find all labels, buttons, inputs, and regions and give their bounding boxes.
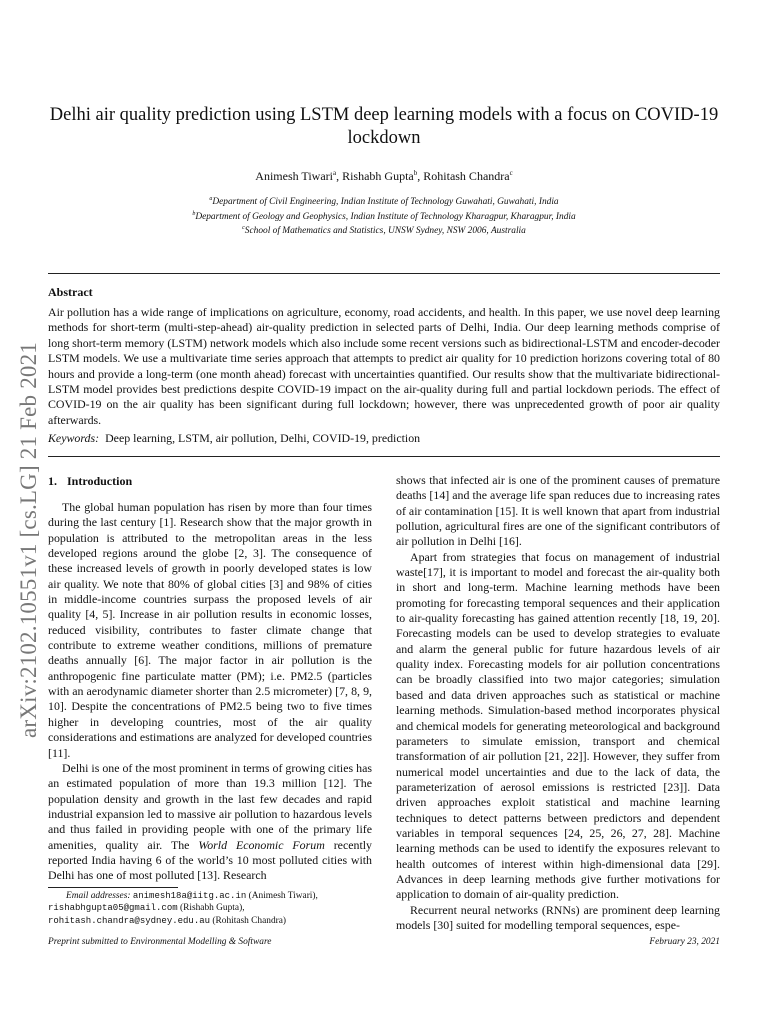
section-title: Introduction: [67, 474, 133, 488]
section-number: 1.: [48, 474, 57, 488]
footer-preprint-note: Preprint submitted to Environmental Modelling & Software: [48, 937, 272, 947]
affiliation: $^b$Department of Geology and Geophysics, Indian Institute of Technology Kharagpur, Kharagpur, India: [192, 210, 576, 222]
abstract-text: Air pollution has a wide range of implications on agriculture, economy, road accidents, and health. In this paper, we use novel deep learning methods for short-term (multi-step-ahead) air-quality prediction in selected parts of Delhi, India. Our deep learning methods comprise of long short-term memory (LSTM) network models which also include some recent versions such as bidirectional-LSTM and encoder-decoder LSTM models. We use a multivariate time series approach that attempts to predict air quality for 10 prediction horizons covering total of 80 hours and provide a long-term (one month ahead) forecast with uncertainties quantified. Our results show that the multivariate bidirectional-LSTM model provides best predictions despite COVID-19 impact on the air-quality during full and partial lockdown periods. The effect of COVID-19 on the air quality has been significant during full lockdown; however, there was unprecedented growth of poor air quality afterwards.: [48, 305, 720, 427]
affiliation: $^a$Department of Civil Engineering, Indian Institute of Technology Guwahati, Guwahati, India: [209, 196, 559, 208]
email-link[interactable]: rohitash.chandra@sydney.edu.au: [48, 915, 211, 926]
affiliation-list: [48, 194, 720, 238]
body-paragraph: shows that infected air is one of the prominent causes of premature deaths [14] and the average life span reduces due to increasing rates of air contamination [15]. It is well known that apart from industrial pollution, agricultural fires are one of the significant contributors of air pollution in Delhi [16].: [396, 473, 720, 549]
abstract-bottom-rule: [48, 456, 720, 457]
abstract-top-rule: [48, 273, 720, 274]
footnote-emails: Email addresses: animesh18a@iitg.ac.in (Animesh Tiwari), rishabhgupta05@gmail.com (Rishabh Gupta), rohitash.chandra@sydney.edu.au (Rohitash Chandra): [48, 891, 318, 926]
footnote-label: Email addresses:: [66, 891, 131, 901]
right-column: [396, 473, 720, 933]
author-name: Rohitash Chandra: [423, 169, 510, 183]
body-paragraph: Apart from strategies that focus on management of industrial waste[17], it is important to model and forecast the air-quality both in short and long-term. Machine learning methods have been promoting for forecasting temporal sequences and their application to air-quality forecasting has gained attention recently [18, 19, 20]. Forecasting models can be used to develop strategies to evaluate and alarm the general public for future hazardous levels of air quality index. Forecasting models for air pollution concentrations can be broadly classified into two major categories; simulation based and data driven approaches such as statistical or machine learning methods. Simulation-based method incorporates physical and chemical models for generating meteorological and background parameters to simulate emission, transport and chemical transformation of air pollution [21, 22]]. However, they suffer from numerical model uncertainties and due to the lack of data, the parameterization of aerosol emissions is restricted [23]]. Data driven approaches exploit statistical and machine learning techniques to detect patterns between predictors and dependent variables in temporal sequences [24, 25, 26, 27, 28]. Machine learning methods can be used to identify the exposures relevant to health outcomes of interest within high-dimensional data [29]. Advances in deep learning methods give further motivations for application to domain of air-quality prediction.: [396, 549, 720, 902]
keywords-label: Keywords:: [48, 431, 100, 445]
abstract-heading: Abstract: [48, 285, 93, 299]
author-name: Rishabh Gupta: [342, 169, 414, 183]
author-mark: a: [332, 169, 337, 177]
author-mark: c: [509, 169, 513, 177]
email-link[interactable]: animesh18a@iitg.ac.in: [132, 891, 247, 901]
left-column: [48, 500, 372, 884]
paper-title: Delhi air quality prediction using LSTM deep learning models with a focus on COVID-19 lockdown: [49, 105, 719, 148]
footer-date: February 23, 2021: [649, 937, 720, 947]
body-paragraph: Delhi is one of the most prominent in terms of growing cities has an estimated population of more than 19.3 million [12]. The population density and growth in the last few decades and rapid industrial expansion led to massive air pollution to hazardous levels and thus failed in providing people with one of the primary life amenities, quality air. The World Economic Forum recently reported India having 6 of the world’s 10 most polluted cities with Delhi has one of most polluted [13]. Research: [48, 760, 372, 883]
arxiv-id: arXiv:2102.10551v1 [cs.LG] 21 Feb 2021: [16, 342, 41, 738]
email-link[interactable]: rishabhgupta05@gmail.com: [48, 903, 178, 914]
body-paragraph: Recurrent neural networks (RNNs) are prominent deep learning models [30] suited for modelling temporal sequences, espe-: [396, 902, 720, 932]
arxiv-sidebar-stamp: [14, 310, 44, 770]
footnote-rule: [48, 887, 178, 888]
keywords-line: [48, 431, 720, 446]
affiliation: $^c$School of Mathematics and Statistics, UNSW Sydney, NSW 2006, Australia: [242, 225, 526, 237]
section-heading: [48, 474, 132, 489]
author-list: Animesh Tiwari$^a$, Rishabh Gupta$^b$, Rohitash Chandra$^c$: [255, 169, 513, 183]
keywords-text: Deep learning, LSTM, air pollution, Delhi, COVID-19, prediction: [105, 431, 421, 445]
body-paragraph: The global human population has risen by more than four times during the last century [1]. Research show that the major growth in population is attributed to the metropolitan areas in the less developed regions around the globe [2, 3]. The consequence of these increased levels of growth in poorly developed states is low air quality. We note that 80% of global cities [3] and 98% of cities in middle-income countries surpass the proposed levels of air quality [4, 5]. Increase in air pollution results in economic losses, reduced visibility, contributes to faster climate change that contribute to extreme weather conditions, millions of premature deaths annually [6]. The major factor in air pollution is the anthropogenic fine particulate matter (PM); i.e. PM2.5 (particles with an aerodynamic diameter shorter than 2.5 micrometer) [7, 8, 9, 10]. Despite the concentrations of PM2.5 being two to five times higher in developing countries, most of the air quality considerations and estimations are analyzed for developed countries [11].: [48, 500, 372, 760]
author-mark: b: [413, 169, 418, 177]
author-name: Animesh Tiwari: [255, 169, 333, 183]
